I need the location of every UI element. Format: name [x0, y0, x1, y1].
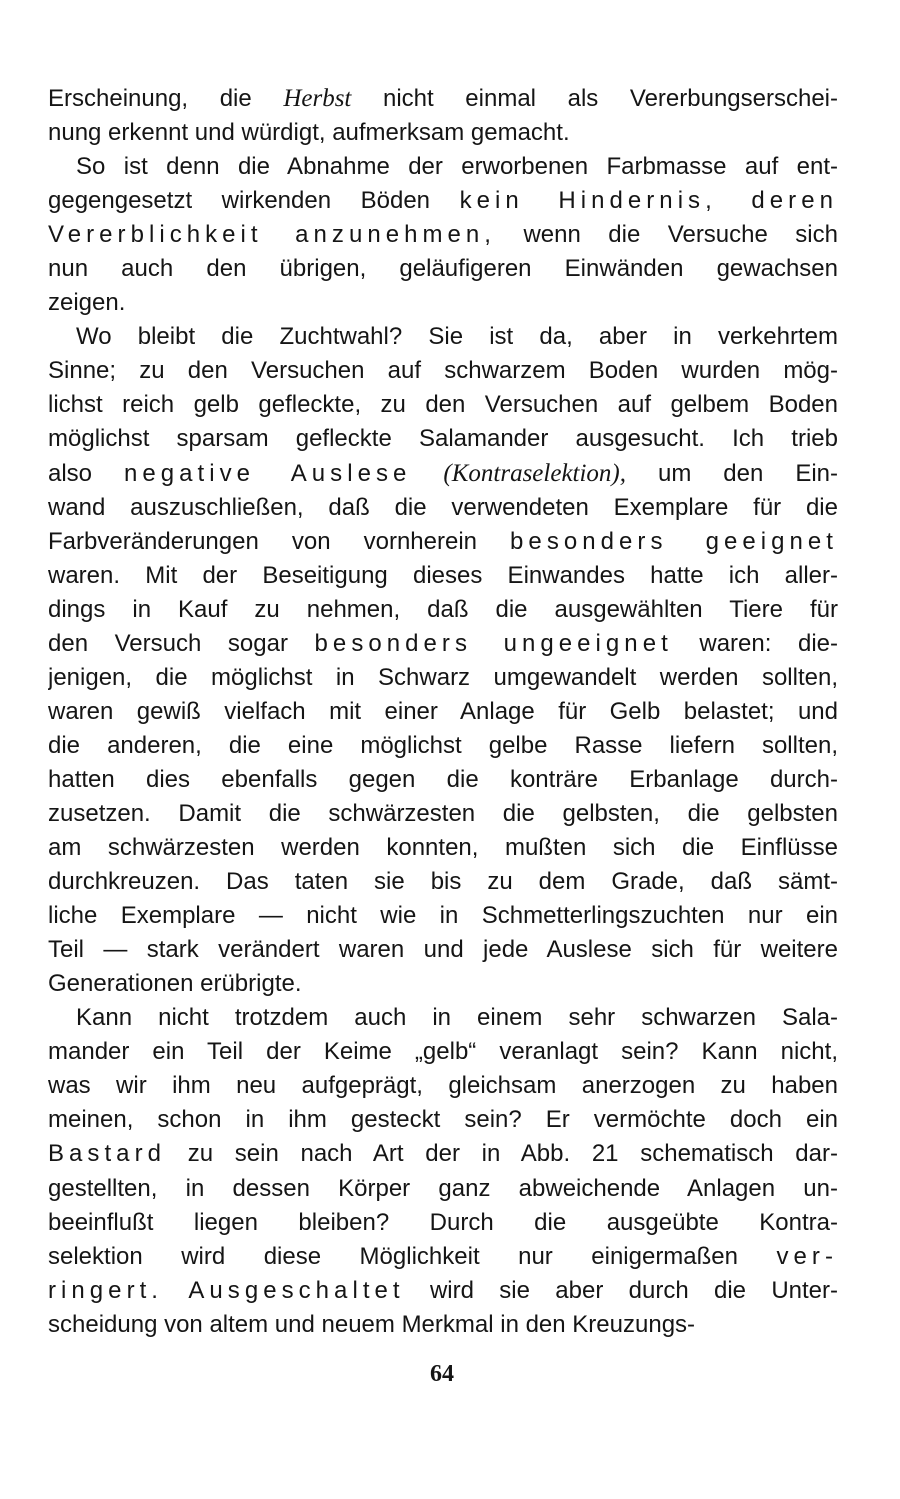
text-line: [48, 933, 838, 967]
text-run: lichst reich gelb gefleckte, zu den Versuchen auf gelbem Boden: [48, 391, 838, 419]
text-run: zusetzen. Damit die schwärzesten die gelbsten, die gelbsten: [48, 799, 838, 827]
text-line: [48, 899, 838, 933]
text-run: Kann nicht trotzdem auch in einem sehr schwarzen Sala-: [76, 1004, 838, 1032]
text-line: [48, 320, 838, 354]
text-line: [48, 1240, 838, 1274]
text-line: [48, 1035, 838, 1069]
text-run: waren gewiß vielfach mit einer Anlage für Gelb belastet; und: [48, 697, 838, 725]
text-run: beeinflußt liegen bleiben? Durch die ausgeübte Kontra-: [48, 1208, 838, 1236]
text-run: jenigen, die möglichst in Schwarz umgewandelt werden sollten,: [48, 663, 838, 691]
text-run: liche Exemplare — nicht wie in Schmetterlingszuchten nur ein: [48, 902, 838, 930]
text-line: [48, 82, 838, 116]
text-line: [48, 1069, 838, 1103]
text-run: wand auszuschließen, daß die verwendeten Exemplare für die: [48, 493, 838, 521]
text-run: Wo bleibt die Zuchtwahl? Sie ist da, aber in verkehrtem: [76, 323, 838, 351]
text-run: zeigen.: [48, 289, 126, 317]
text-run: die anderen, die eine möglichst gelbe Rasse liefern sollten,: [48, 731, 838, 759]
text-line: [48, 763, 838, 797]
text-line: [48, 627, 838, 661]
text-line: [48, 252, 838, 286]
spaced-emphasis-text: kein Hindernis, deren: [459, 187, 838, 215]
text-line: [48, 729, 838, 763]
spaced-emphasis-text: ringert.: [48, 1276, 164, 1304]
paragraph: [48, 1001, 838, 1341]
text-run: durchkreuzen. Das taten sie bis zu dem Grade, daß sämt-: [48, 868, 838, 896]
text-line: [48, 1274, 838, 1308]
spaced-emphasis-text: negative Auslese: [124, 459, 412, 487]
text-run: selektion wird diese Möglichkeit nur einigermaßen: [48, 1242, 777, 1270]
spaced-emphasis-text: besonders ungeeignet: [314, 629, 673, 657]
text-line: [48, 457, 838, 491]
text-run: was wir ihm neu aufgeprägt, gleichsam anerzogen zu haben: [48, 1072, 838, 1100]
spaced-emphasis-text: Bastard: [48, 1140, 166, 1168]
spaced-emphasis-text: Ausgeschaltet: [188, 1276, 405, 1304]
spaced-emphasis-text: besonders geeignet: [510, 527, 838, 555]
paragraph: [48, 320, 838, 1001]
text-run: waren. Mit der Beseitigung dieses Einwandes hatte ich aller-: [48, 561, 838, 589]
italic-text: Herbst: [283, 85, 352, 112]
text-line: [48, 525, 838, 559]
text-line: [48, 491, 838, 525]
text-line: [48, 1206, 838, 1240]
text-line: [48, 865, 838, 899]
paragraph: [48, 82, 838, 150]
page-body: [48, 82, 838, 1342]
text-run: Farbveränderungen von vornherein: [48, 527, 511, 555]
text-line: [48, 354, 838, 388]
text-run: hatten dies ebenfalls gegen die konträre Erbanlage durch-: [48, 765, 838, 793]
text-run: [163, 1277, 188, 1304]
text-run: möglichst sparsam gefleckte Salamander ausgesucht. Ich trieb: [48, 425, 838, 453]
text-run: Erscheinung, die: [48, 85, 284, 112]
text-run: meinen, schon in ihm gesteckt sein? Er vermöchte doch ein: [48, 1106, 838, 1134]
text-run: nun auch den übrigen, geläufigeren Einwänden gewachsen: [48, 255, 838, 283]
text-line: [48, 1172, 838, 1206]
text-run: dings in Kauf zu nehmen, daß die ausgewählten Tiere für: [48, 595, 838, 623]
text-run: nung erkennt und würdigt, aufmerksam gemacht.: [48, 119, 570, 147]
text-line: [48, 150, 838, 184]
text-run: scheidung von altem und neuem Merkmal in den Kreuzungs-: [48, 1310, 696, 1338]
text-line: [48, 116, 838, 150]
text-run: den Versuch sogar: [48, 629, 315, 657]
text-run: waren: die-: [672, 629, 838, 657]
spaced-emphasis-text: ver-: [776, 1242, 838, 1270]
text-run: mander ein Teil der Keime „gelb“ veranlagt sein? Kann nicht,: [48, 1038, 838, 1066]
text-run: [411, 460, 443, 487]
text-line: [48, 967, 838, 1001]
italic-text: (Kontraselektion),: [443, 459, 627, 487]
text-line: [48, 831, 838, 865]
text-run: So ist denn die Abnahme der erworbenen Farbmasse auf ent-: [76, 153, 838, 181]
text-line: [48, 1001, 838, 1035]
text-run: um den Ein-: [626, 459, 838, 487]
text-run: am schwärzesten werden konnten, mußten sich die Einflüsse: [48, 834, 838, 862]
text-line: [48, 286, 838, 320]
text-run: zu sein nach Art der in Abb. 21 schematisch dar-: [166, 1140, 838, 1168]
text-run: wenn die Versuche sich: [496, 221, 838, 249]
text-line: [48, 218, 838, 252]
text-line: [48, 1137, 838, 1171]
text-line: [48, 695, 838, 729]
text-line: [48, 593, 838, 627]
text-run: nicht einmal als Vererbungserschei-: [351, 85, 838, 112]
text-line: [48, 797, 838, 831]
text-line: [48, 559, 838, 593]
text-line: [48, 661, 838, 695]
text-line: [48, 184, 838, 218]
text-run: Generationen erübrigte.: [48, 970, 302, 998]
text-line: [48, 422, 838, 456]
text-run: Teil — stark verändert waren und jede Auslese sich für weitere: [48, 936, 838, 964]
text-run: also: [48, 459, 124, 487]
paragraph: [48, 150, 838, 320]
page-number: 64: [430, 1361, 454, 1387]
text-line: [48, 1103, 838, 1137]
spaced-emphasis-text: Vererblichkeit anzunehmen,: [48, 221, 497, 249]
text-run: wird sie aber durch die Unter-: [404, 1276, 838, 1304]
text-line: [48, 1308, 838, 1342]
text-run: Sinne; zu den Versuchen auf schwarzem Boden wurden mög-: [48, 357, 838, 385]
text-run: gestellten, in dessen Körper ganz abweichende Anlagen un-: [48, 1174, 838, 1202]
text-line: [48, 388, 838, 422]
text-run: gegengesetzt wirkenden Böden: [48, 187, 460, 215]
